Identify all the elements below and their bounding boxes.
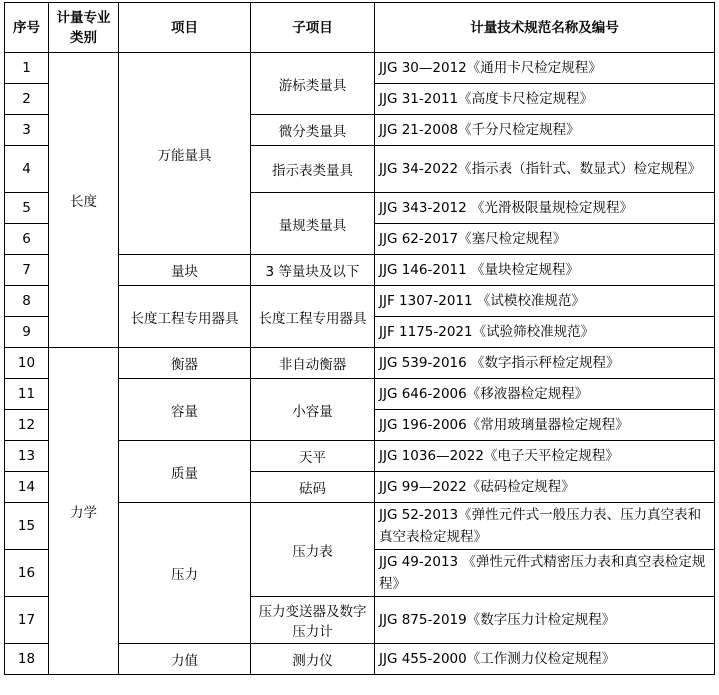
row-number: 8 [5,286,49,317]
spec-cell: JJG 455-2000《工作测力仪检定规程》 [375,644,715,675]
header-category: 计量专业类别 [49,3,119,53]
subitem-cell: 长度工程专用器具 [251,286,375,348]
subitem-cell: 测力仪 [251,644,375,675]
header-item: 项目 [119,3,251,53]
row-number: 4 [5,146,49,193]
row-number: 6 [5,224,49,255]
spec-cell: JJG 21-2008《千分尺检定规程》 [375,115,715,146]
row-number: 7 [5,255,49,286]
spec-cell: JJG 62-2017《塞尺检定规程》 [375,224,715,255]
item-cell: 万能量具 [119,53,251,255]
spec-cell: JJG 52-2013《弹性元件式一般压力表、压力真空表和真空表检定规程》 [375,503,715,550]
subitem-cell: 压力表 [251,503,375,597]
spec-cell: JJG 146-2011 《量块检定规程》 [375,255,715,286]
row-number: 3 [5,115,49,146]
table-row [5,348,715,379]
spec-cell: JJF 1175-2021《试验筛校准规范》 [375,317,715,348]
spec-cell: JJG 49-2013 《弹性元件式精密压力表和真空表检定规程》 [375,550,715,597]
subitem-cell: 指示表类量具 [251,146,375,193]
spec-cell: JJG 31-2011《高度卡尺检定规程》 [375,84,715,115]
item-cell: 容量 [119,379,251,441]
spec-cell: JJF 1307-2011 《试模校准规范》 [375,286,715,317]
category-cell: 长度 [49,53,119,348]
header-spec: 计量技术规范名称及编号 [375,3,715,53]
spec-cell: JJG 1036—2022《电子天平检定规程》 [375,441,715,472]
row-number: 2 [5,84,49,115]
row-number: 11 [5,379,49,410]
item-cell: 质量 [119,441,251,503]
spec-cell: JJG 99—2022《砝码检定规程》 [375,472,715,503]
row-number: 12 [5,410,49,441]
subitem-cell: 游标类量具 [251,53,375,115]
row-number: 16 [5,550,49,597]
metrology-spec-table [4,2,715,675]
item-cell: 量块 [119,255,251,286]
row-number: 18 [5,644,49,675]
row-number: 1 [5,53,49,84]
subitem-cell: 非自动衡器 [251,348,375,379]
item-cell: 力值 [119,644,251,675]
row-number: 9 [5,317,49,348]
row-number: 14 [5,472,49,503]
spec-cell: JJG 30—2012《通用卡尺检定规程》 [375,53,715,84]
row-number: 17 [5,597,49,644]
spec-cell: JJG 34-2022《指示表（指针式、数显式）检定规程》 [375,146,715,193]
spec-cell: JJG 539-2016 《数字指示秤检定规程》 [375,348,715,379]
subitem-cell: 微分类量具 [251,115,375,146]
subitem-cell: 压力变送器及数字压力计 [251,597,375,644]
row-number: 15 [5,503,49,550]
row-number: 13 [5,441,49,472]
table-header-row [5,3,715,53]
category-cell: 力学 [49,348,119,675]
spec-cell: JJG 343-2012 《光滑极限量规检定规程》 [375,193,715,224]
spec-cell: JJG 646-2006《移液器检定规程》 [375,379,715,410]
spec-cell: JJG 875-2019《数字压力计检定规程》 [375,597,715,644]
subitem-cell: 小容量 [251,379,375,441]
header-no: 序号 [5,3,49,53]
item-cell: 压力 [119,503,251,644]
row-number: 5 [5,193,49,224]
subitem-cell: 量规类量具 [251,193,375,255]
subitem-cell: 天平 [251,441,375,472]
table-row [5,53,715,84]
subitem-cell: 3 等量块及以下 [251,255,375,286]
row-number: 10 [5,348,49,379]
header-subitem: 子项目 [251,3,375,53]
item-cell: 衡器 [119,348,251,379]
subitem-cell: 砝码 [251,472,375,503]
spec-cell: JJG 196-2006《常用玻璃量器检定规程》 [375,410,715,441]
item-cell: 长度工程专用器具 [119,286,251,348]
